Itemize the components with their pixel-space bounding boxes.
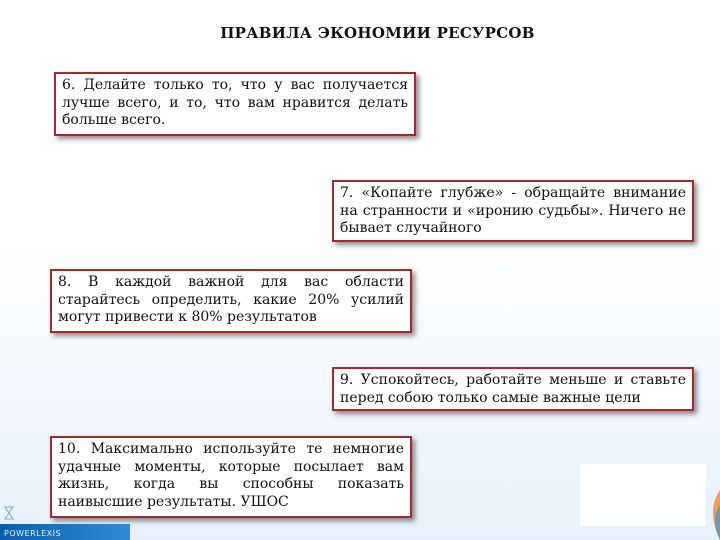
rule-text-10: 10. Максимально используйте те немногие удачные моменты, которые посылает вам жизнь, когда вы способны показать наивысшие результаты. УШОС [58,441,404,510]
rule-text-8: 8. В каждой важной для вас области старайтесь определить, какие 20% усилий могут привести к 80% результатов [58,274,404,325]
page-title: ПРАВИЛА ЭКОНОМИИ РЕСУРСОВ [220,24,535,42]
rule-card-7 [332,180,694,242]
corner-decoration-icon [696,480,720,540]
rule-card-6 [54,72,416,136]
rule-text-9: 9. Успокойтесь, работайте меньше и ставьте перед собою только самые важные цели [340,372,686,406]
rule-text-6: 6. Делайте только то, что у вас получается лучше всего, и то, что вам нравится делать больше всего. [62,77,408,128]
rule-card-9 [332,367,694,411]
rule-card-10 [50,436,412,518]
footer-brand-label: POWERLEXIS [4,529,62,538]
hourglass-icon [4,506,14,520]
rule-card-8 [50,269,412,333]
corner-blank-panel [580,464,706,526]
rule-text-7: 7. «Копайте глубже» - обращайте внимание на странности и «иронию судьбы». Ничего не бывает случайного [340,185,686,236]
